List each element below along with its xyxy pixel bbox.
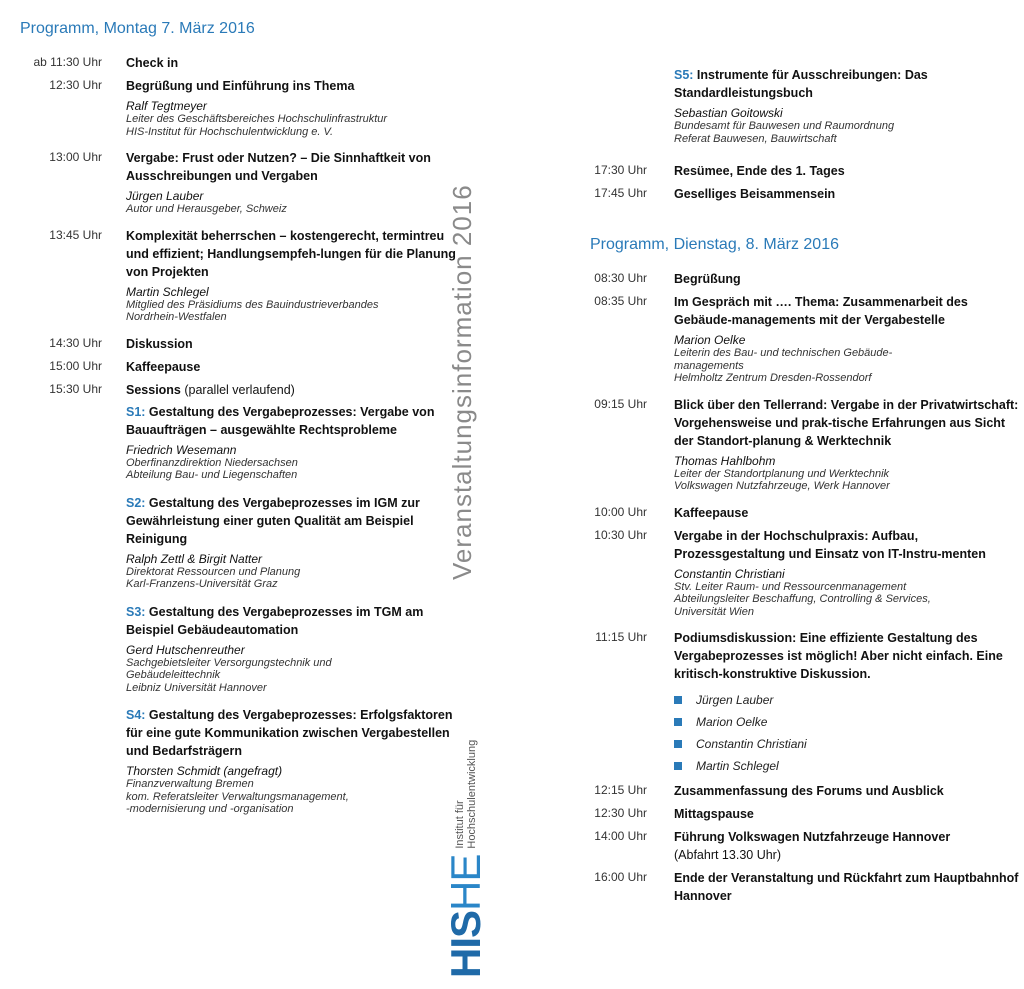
session-title — [674, 66, 1024, 102]
spacer — [674, 385, 1024, 391]
item-time: 09:15 Uhr — [594, 396, 647, 411]
logo-text — [454, 740, 478, 849]
agenda-item — [570, 185, 1024, 203]
item-content — [674, 805, 1024, 823]
day1-continued — [570, 62, 1024, 208]
affiliation-line: Autor und Herausgeber, Schweiz — [126, 203, 287, 215]
item-title-text: Vergabe in der Hochschulpraxis: Aufbau, Prozessgestaltung und Einsatz von IT-Instru-menten — [674, 528, 986, 561]
item-content — [126, 358, 470, 376]
speaker-name-text: Friedrich Wesemann — [126, 442, 237, 457]
item-time: 12:30 Uhr — [49, 78, 102, 92]
speaker-name — [126, 285, 470, 299]
item-title-text: Zusammenfassung des Forums und Ausblick — [674, 784, 944, 798]
affiliation-line: managements — [674, 359, 744, 372]
session-title-text: Gestaltung des Vergabeprozesses im TGM am Beispiel Gebäudeautomation — [126, 604, 424, 637]
item-title-text: Begrüßung — [674, 272, 741, 286]
item-time: 10:00 Uhr — [594, 504, 647, 519]
affiliation-line: Direktorat Ressourcen und Planung — [126, 565, 301, 578]
item-content — [126, 77, 470, 144]
item-title — [126, 77, 470, 95]
affiliation-line: Abteilungsleiter Beschaffung, Controlling & Services, — [674, 593, 931, 605]
day2-agenda — [570, 270, 1024, 910]
item-title-text: Begrüßung und Einführung ins Thema — [126, 79, 355, 93]
agenda-item — [0, 227, 470, 330]
speaker-name-text: Thorsten Schmidt — [126, 764, 221, 778]
item-content — [674, 527, 1024, 625]
item-title — [126, 358, 470, 376]
agenda-item — [570, 293, 1024, 391]
item-title-text: Blick über den Tellerrand: Vergabe in der Privatwirtschaft: Vorgehensweise und prak-tische Erfahrungen aus Sicht der Standort-planung & Werktechnik — [674, 397, 1019, 448]
speaker-note: (angefragt) — [220, 764, 283, 778]
speaker-name — [126, 552, 470, 566]
session-label: S3: — [126, 604, 146, 619]
affiliation-line: Oberfinanzdirektion Niedersachsen — [126, 456, 298, 469]
his-he-logo — [442, 740, 490, 978]
panel-member-name: Marion Oelke — [696, 715, 768, 729]
item-time: 14:00 Uhr — [594, 829, 647, 843]
agenda-item — [570, 869, 1024, 905]
day2-title: Programm, Dienstag, 8. März 2016 — [590, 236, 839, 253]
session-block — [674, 66, 1024, 145]
speaker-name-text: Jürgen Lauber — [126, 189, 204, 203]
speaker-name-text: Gerd Hutschenreuther — [126, 642, 245, 657]
item-title — [674, 869, 1024, 905]
item-time: 17:45 Uhr — [594, 186, 647, 200]
item-title-note: (parallel verlaufend) — [180, 382, 295, 397]
affiliation-line: Mitglied des Präsidiums des Bauindustrieverbandes — [126, 298, 379, 311]
speaker-name — [126, 764, 470, 778]
item-content — [126, 335, 470, 353]
bullet-square-icon — [674, 762, 682, 770]
spacer — [126, 324, 470, 330]
affiliation-line: Karl-Franzens-Universität Graz — [126, 578, 278, 590]
item-title-text: Resümee, Ende des 1. Tages — [674, 164, 845, 178]
item-content — [674, 782, 1024, 800]
session-title-text: Gestaltung des Vergabeprozesses im IGM zur Gewährleistung einer guten Qualität am Beispiel Reinigung — [126, 495, 420, 546]
item-title-text: Mittagspause — [674, 807, 754, 821]
item-time — [570, 62, 674, 157]
speaker-name — [126, 189, 470, 203]
item-content — [674, 270, 1024, 288]
item-subtitle-text: (Abfahrt 13.30 Uhr) — [674, 848, 781, 862]
item-title-text: Check in — [126, 56, 179, 70]
agenda-item — [570, 270, 1024, 288]
item-time: 08:35 Uhr — [594, 294, 647, 308]
item-title-text: Vergabe: Frust oder Nutzen? – Die Sinnhaftkeit von Ausschreibungen und Vergaben — [126, 151, 431, 183]
affiliation-line: Leiterin des Bau- und technischen Gebäude- — [674, 347, 893, 359]
speaker-name-text: Marion Oelke — [674, 333, 746, 347]
item-title-text: Diskussion — [126, 336, 193, 351]
item-title — [674, 396, 1024, 450]
session-title — [126, 494, 470, 548]
affiliation-line: Abteilung Bau- und Liegenschaften — [126, 469, 298, 481]
agenda-item — [0, 54, 470, 72]
speaker-name-text: Thomas Hahlbohm — [674, 453, 776, 468]
item-title-text: Ende der Veranstaltung und Rückfahrt zum Hauptbahnhof Hannover — [674, 871, 1019, 903]
item-time: 08:30 Uhr — [594, 271, 647, 285]
item-content — [126, 54, 470, 72]
affiliation-line: HIS-Institut für Hochschulentwicklung e. V. — [126, 125, 334, 138]
speaker-name — [126, 443, 470, 457]
affiliation-line: Stv. Leiter Raum- und Ressourcenmanagement — [674, 580, 907, 593]
item-title — [126, 381, 470, 399]
affiliation-line: Leiter des Geschäftsbereiches Hochschulinfrastruktur — [126, 113, 388, 125]
item-time: 13:00 Uhr — [49, 150, 102, 164]
affiliation-line: Sachgebietsleiter Versorgungstechnik und — [126, 656, 332, 669]
item-time: 12:15 Uhr — [594, 783, 647, 797]
session-label: S4: — [126, 708, 146, 722]
item-time: 11:15 Uhr — [595, 630, 647, 644]
speaker-name — [126, 643, 470, 657]
panel-member — [674, 733, 1024, 755]
agenda-item — [0, 149, 470, 222]
session-block — [126, 494, 470, 591]
vertical-title: Veranstaltungsinformation 2016 — [447, 184, 477, 580]
item-title-text: Kaffeepause — [126, 359, 201, 374]
item-title — [126, 335, 470, 353]
panel-member — [674, 711, 1024, 733]
item-time: 15:00 Uhr — [49, 358, 102, 373]
item-time: 12:30 Uhr — [594, 806, 647, 820]
day1-agenda — [0, 54, 470, 833]
item-title — [674, 629, 1024, 683]
panel-member — [674, 689, 1024, 711]
bullet-square-icon — [674, 718, 682, 726]
affiliation-line: kom. Referatsleiter Verwaltungsmanagement, — [126, 790, 349, 803]
session-label: S1: — [126, 404, 146, 419]
session-block — [126, 603, 470, 695]
affiliation-line: Finanzverwaltung Bremen — [126, 778, 254, 790]
panel-member — [674, 755, 1024, 777]
session-block — [126, 706, 470, 816]
item-title-text: Sessions — [126, 382, 181, 397]
logo-line1: Institut für — [454, 800, 466, 849]
logo-his: HIS — [442, 910, 489, 978]
item-time: 10:30 Uhr — [594, 527, 647, 542]
item-title — [674, 504, 1024, 522]
logo-he: HE — [442, 854, 489, 911]
logo-line2: Hochschulentwicklung — [466, 739, 478, 849]
spacer — [674, 618, 1024, 624]
agenda-item — [0, 358, 470, 376]
bullet-square-icon — [674, 696, 682, 704]
panel-member-name: Jürgen Lauber — [696, 693, 774, 707]
session-title-text: Instrumente für Ausschreibungen: Das Standardleistungsbuch — [674, 68, 928, 100]
speaker-name — [674, 333, 1024, 347]
item-time: 17:30 Uhr — [594, 163, 647, 177]
session-title — [126, 706, 470, 760]
item-subtitle — [674, 846, 1024, 864]
panel-member-name: Martin Schlegel — [696, 759, 779, 773]
item-title — [674, 293, 1024, 329]
item-time: 14:30 Uhr — [49, 335, 102, 350]
item-title — [674, 270, 1024, 288]
agenda-item — [570, 527, 1024, 625]
speaker-name — [674, 106, 1024, 120]
item-content — [674, 828, 1024, 864]
agenda-item — [570, 629, 1024, 777]
item-content — [674, 396, 1024, 499]
item-content — [674, 62, 1024, 157]
bullet-square-icon — [674, 740, 682, 748]
item-title-text: Im Gespräch mit …. Thema: Zusammenarbeit des Gebäude-managements mit der Vergabestelle — [674, 295, 968, 327]
item-title — [126, 227, 470, 281]
agenda-item — [570, 62, 1024, 157]
item-time: ab 11:30 Uhr — [33, 55, 102, 69]
affiliation-line: Leibniz Universität Hannover — [126, 681, 267, 694]
speaker-name — [126, 99, 470, 113]
item-time: 13:45 Uhr — [49, 227, 102, 242]
agenda-item — [570, 162, 1024, 180]
speaker-name-text: Ralph Zettl & Birgit Natter — [126, 551, 263, 566]
item-title-text: Komplexität beherrschen – kostengerecht, termintreu und effizient; Handlungsempfeh-lungen für die Planung von Projekten — [126, 228, 456, 279]
agenda-item — [0, 381, 470, 828]
session-title — [126, 603, 470, 639]
agenda-item — [570, 828, 1024, 864]
agenda-item — [570, 504, 1024, 522]
item-time: 15:30 Uhr — [49, 381, 102, 396]
affiliation-line: Volkswagen Nutzfahrzeuge, Werk Hannover — [674, 480, 890, 492]
session-title — [126, 403, 470, 439]
agenda-item — [570, 805, 1024, 823]
spacer — [126, 216, 470, 222]
item-time: 16:00 Uhr — [594, 870, 647, 884]
item-title — [674, 162, 1024, 180]
speaker-name-text: Ralf Tegtmeyer — [126, 99, 207, 113]
item-title — [674, 828, 1024, 846]
affiliation-line: Referat Bauwesen, Bauwirtschaft — [674, 132, 837, 145]
item-title-text: Geselliges Beisammensein — [674, 187, 836, 201]
item-title — [674, 185, 1024, 203]
agenda-item — [570, 396, 1024, 499]
session-title-text: Gestaltung des Vergabeprozesses: Erfolgsfaktoren für eine gute Kommunikation zwischen Vergabestellen und Bedarfsträgern — [126, 708, 453, 758]
agenda-item — [0, 335, 470, 353]
day1-title: Programm, Montag 7. März 2016 — [20, 20, 255, 37]
speaker-name-text: Constantin Christiani — [674, 566, 785, 581]
speaker-name — [674, 454, 1024, 468]
affiliation-line: Helmholtz Zentrum Dresden-Rossendorf — [674, 372, 872, 384]
affiliation-line: Leiter der Standortplanung und Werktechnik — [674, 467, 890, 480]
agenda-item — [570, 782, 1024, 800]
item-title — [674, 805, 1024, 823]
item-content — [674, 162, 1024, 180]
speaker-name-text: Sebastian Goitowski — [674, 106, 783, 120]
item-content — [674, 629, 1024, 777]
affiliation-line: Gebäudeleittechnik — [126, 669, 221, 681]
item-content — [674, 869, 1024, 905]
panel-list — [674, 689, 1024, 777]
item-content — [674, 185, 1024, 203]
item-title-text: Führung Volkswagen Nutzfahrzeuge Hannover — [674, 830, 951, 844]
session-label: S5: — [674, 68, 694, 82]
speaker-name-text: Martin Schlegel — [126, 284, 209, 299]
speaker-name — [674, 567, 1024, 581]
item-content — [126, 149, 470, 222]
spacer — [674, 493, 1024, 499]
affiliation-line: Universität Wien — [674, 605, 754, 618]
item-title — [126, 149, 470, 185]
item-title-text: Podiumsdiskussion: Eine effiziente Gestaltung des Vergabeprozesses ist möglich! Aber nicht einfach. Eine kritisch-konstruktive Diskussion. — [674, 631, 1003, 681]
spacer — [126, 138, 470, 144]
session-label: S2: — [126, 495, 146, 510]
item-content — [674, 504, 1024, 522]
session-block — [126, 403, 470, 482]
affiliation-line: Nordrhein-Westfalen — [126, 311, 227, 323]
item-title-text: Kaffeepause — [674, 505, 749, 520]
affiliation-line: Bundesamt für Bauwesen und Raumordnung — [674, 120, 895, 132]
item-title — [126, 54, 470, 72]
panel-member-name: Constantin Christiani — [696, 737, 807, 751]
item-title — [674, 782, 1024, 800]
session-title-text: Gestaltung des Vergabeprozesses: Vergabe von Bauaufträgen – ausgewählte Rechtsprobleme — [126, 404, 435, 437]
item-content — [674, 293, 1024, 391]
item-content — [126, 381, 470, 828]
item-content — [126, 227, 470, 330]
agenda-item — [0, 77, 470, 144]
item-title — [674, 527, 1024, 563]
affiliation-line: -modernisierung und -organisation — [126, 803, 294, 815]
